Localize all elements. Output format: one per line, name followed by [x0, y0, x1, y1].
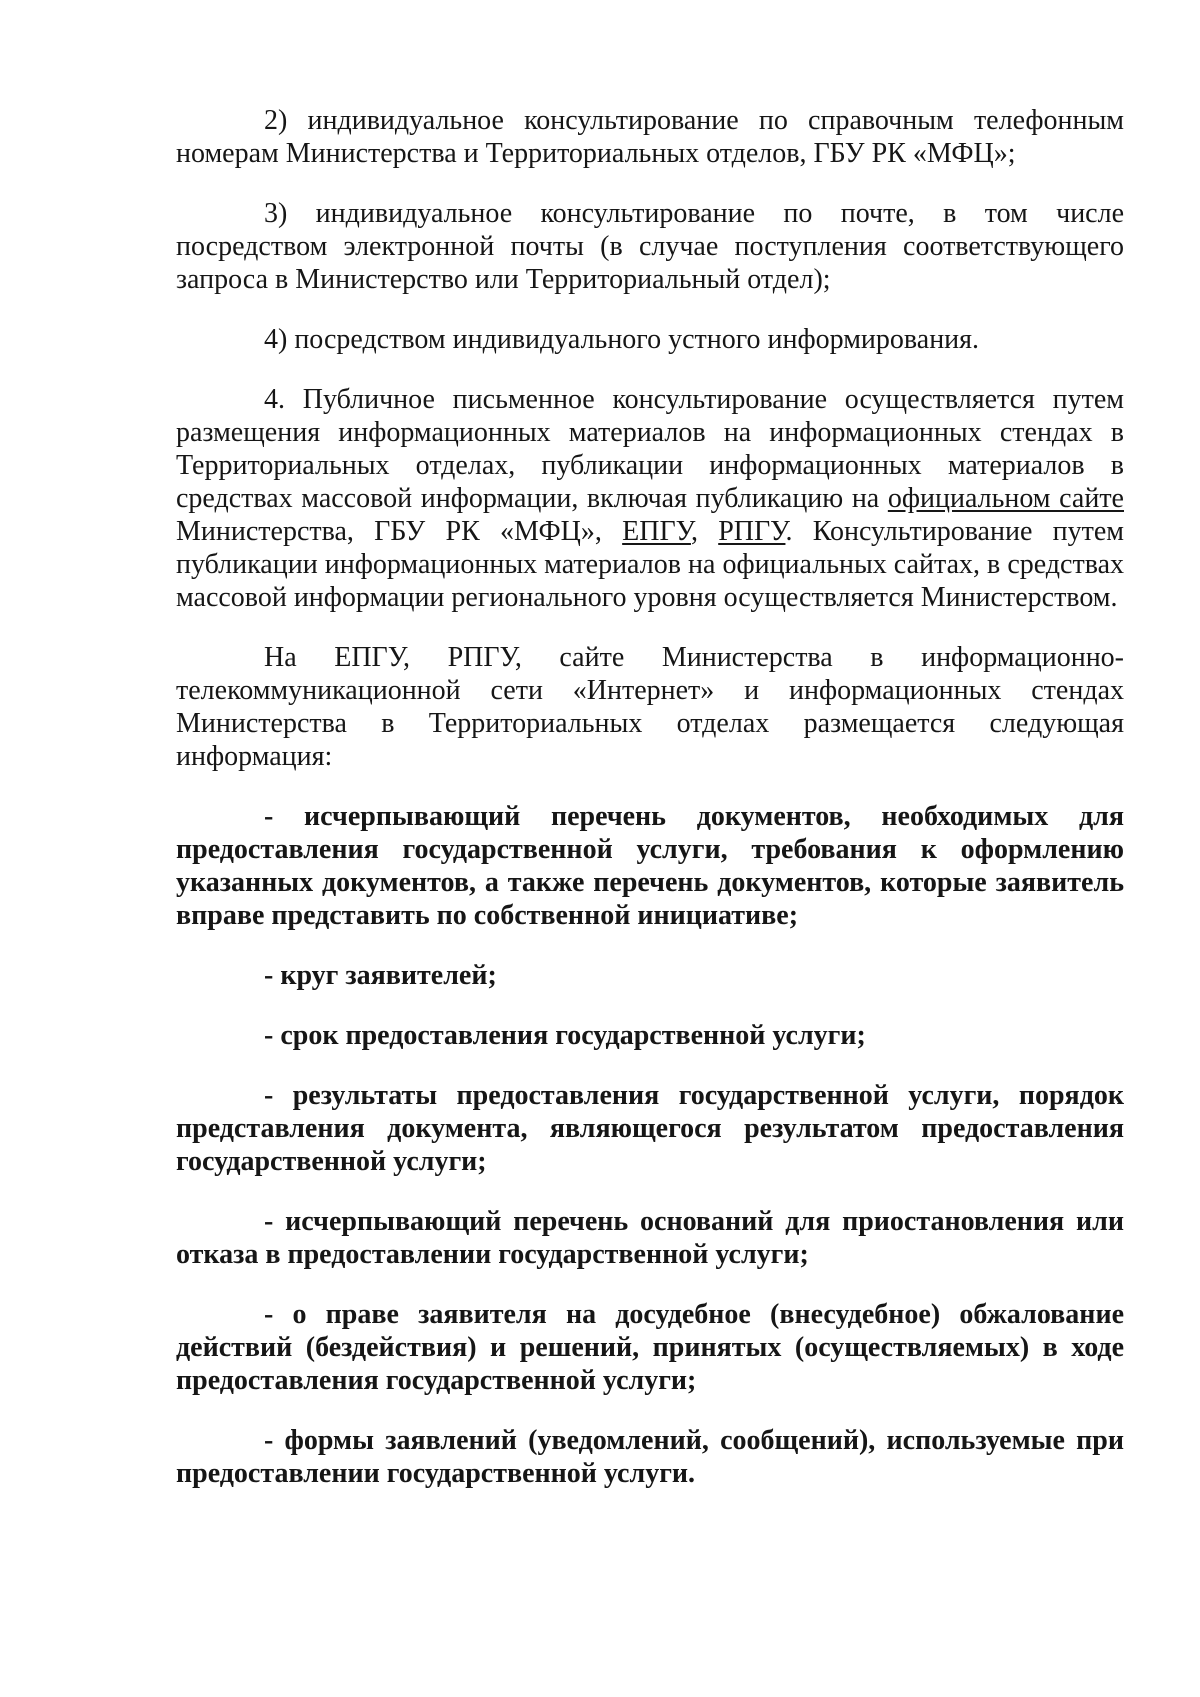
- separator-text: ,: [690, 516, 719, 547]
- paragraph-section-4: [176, 383, 1124, 614]
- list-item-term: - срок предоставления государственной услуги;: [264, 1020, 866, 1051]
- paragraph-info-intro: На ЕПГУ, РПГУ, сайте Министерства в информационно-телекоммуникационной сети «Интернет» и информационных стендах Министерства в Территориальных отделах размещается следующая информация:: [176, 642, 1124, 772]
- list-item-appeal-rights: - о праве заявителя на досудебное (внесудебное) обжалование действий (бездействия) и решений, принятых (осуществляемых) в ходе предоставления государственной услуги;: [176, 1299, 1124, 1396]
- list-item-forms: - формы заявлений (уведомлений, сообщений), используемые при предоставлении государственной услуги.: [176, 1425, 1124, 1489]
- document-page: [176, 104, 1124, 1490]
- paragraph-text: . Консультирование путем публикации информационных материалов на официальных сайтах, в средствах массовой информации регионального уровня осуществляется Министерством.: [176, 516, 1125, 613]
- list-item-refusal-grounds: - исчерпывающий перечень оснований для приостановления или отказа в предоставлении государственной услуги;: [176, 1206, 1124, 1270]
- paragraph-text: Министерства, ГБУ РК «МФЦ»,: [176, 516, 623, 547]
- epgu-link[interactable]: ЕПГУ: [622, 516, 691, 547]
- paragraph-text: 4. Публичное письменное консультирование осуществляется путем размещения информационных материалов на информационных стендах в Территориальных отделах, публикации информационных материалов в средствах массовой информации, включая публикацию на: [176, 384, 1124, 514]
- paragraph-item-3: 3) индивидуальное консультирование по почте, в том числе посредством электронной почты (в случае поступления соответствующего запроса в Министерство или Территориальный отдел);: [176, 198, 1124, 295]
- paragraph-item-4: 4) посредством индивидуального устного информирования.: [264, 324, 980, 355]
- rpgu-link[interactable]: РПГУ: [718, 516, 786, 547]
- official-site-link[interactable]: официальном сайте: [887, 483, 1124, 514]
- paragraph-item-2: 2) индивидуальное консультирование по справочным телефонным номерам Министерства и Территориальных отделов, ГБУ РК «МФЦ»;: [176, 105, 1124, 169]
- list-item-results: - результаты предоставления государственной услуги, порядок представления документа, являющегося результатом предоставления государственной услуги;: [176, 1080, 1124, 1177]
- list-item-documents: - исчерпывающий перечень документов, необходимых для предоставления государственной услуги, требования к оформлению указанных документов, а также перечень документов, которые заявитель вправе представить по собственной инициативе;: [176, 801, 1124, 931]
- list-item-applicants: - круг заявителей;: [264, 960, 497, 991]
